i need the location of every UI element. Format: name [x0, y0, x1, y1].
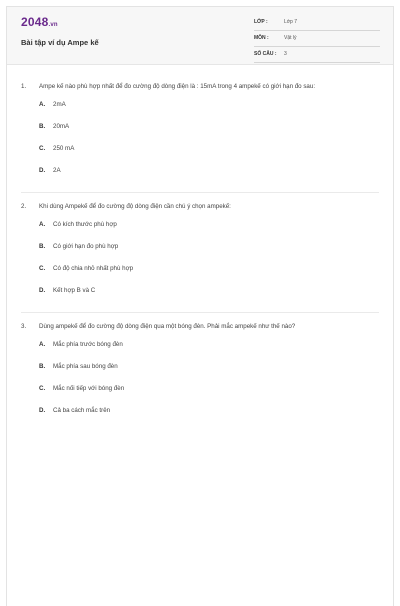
answer-letter: C.	[39, 385, 46, 392]
question-text	[21, 201, 379, 212]
meta-row-subject	[254, 33, 380, 47]
worksheet-header	[7, 7, 393, 65]
meta-row-question-count	[254, 49, 380, 63]
answer-text: 2mA	[53, 101, 66, 108]
answer-option-d[interactable]	[39, 286, 211, 308]
meta-row-class	[254, 17, 380, 31]
answer-letter: B.	[39, 123, 46, 130]
answer-option-d[interactable]	[39, 166, 211, 188]
question-divider	[21, 192, 379, 193]
answer-text: Mắc phía sau bóng đèn	[53, 363, 118, 370]
question-text	[21, 81, 379, 92]
question-prompt: Ampe kế nào phù hợp nhất để đo cường độ dòng điện là : 15mA trong 4 ampekế có giới hạn đo sau:	[39, 83, 316, 90]
answer-option-b[interactable]	[39, 122, 211, 144]
logo-main: 2048	[21, 15, 49, 29]
answer-text: Mắc phía trước bóng đèn	[53, 341, 123, 348]
meta-value-question-count: 3	[284, 51, 287, 57]
answer-letter: C.	[39, 265, 46, 272]
worksheet-page	[6, 6, 394, 606]
answer-letter: B.	[39, 363, 46, 370]
question-text	[21, 321, 379, 332]
worksheet-title: Bài tập ví dụ Ampe kế	[21, 38, 99, 47]
question-3	[21, 321, 379, 428]
answer-options	[21, 220, 379, 308]
meta-label-class: LỚP :	[254, 19, 268, 25]
answer-letter: D.	[39, 407, 46, 414]
answer-option-c[interactable]	[39, 384, 211, 406]
answer-option-b[interactable]	[39, 242, 211, 264]
question-number: 3.	[21, 323, 27, 330]
answer-letter: A.	[39, 341, 46, 348]
answer-text: Mắc nối tiếp với bóng đèn	[53, 385, 125, 392]
answer-letter: A.	[39, 221, 46, 228]
answer-option-a[interactable]	[39, 340, 211, 362]
answer-option-b[interactable]	[39, 362, 211, 384]
answer-text: Có kích thước phù hợp	[53, 221, 117, 228]
question-2	[21, 201, 379, 308]
logo-tld: .vn	[48, 22, 58, 28]
meta-value-class: Lớp 7	[284, 19, 298, 25]
question-1	[21, 81, 379, 188]
answer-option-d[interactable]	[39, 406, 211, 428]
question-divider	[21, 312, 379, 313]
meta-label-question-count: SỐ CÂU :	[254, 51, 277, 57]
answer-letter: A.	[39, 101, 46, 108]
question-number: 2.	[21, 203, 27, 210]
question-prompt: Dùng ampekế để đo cường độ dòng điện qua một bóng đèn. Phải mắc ampekế như thế nào?	[39, 323, 296, 330]
answer-text: 20mA	[53, 123, 70, 130]
answer-letter: B.	[39, 243, 46, 250]
answer-text: Kết hợp B và C	[53, 287, 96, 294]
answer-text: Cả ba cách mắc trên	[53, 407, 111, 414]
answer-text: 250 mA	[53, 145, 75, 152]
worksheet-meta	[254, 17, 380, 65]
answer-text: Có giới hạn đo phù hợp	[53, 243, 119, 250]
answer-option-a[interactable]	[39, 220, 211, 242]
question-list	[7, 81, 393, 432]
answer-options	[21, 340, 379, 428]
answer-letter: D.	[39, 287, 46, 294]
answer-option-a[interactable]	[39, 100, 211, 122]
answer-letter: D.	[39, 167, 46, 174]
meta-value-subject: Vật lý	[284, 35, 297, 41]
meta-label-subject: MÔN :	[254, 35, 269, 41]
question-prompt: Khi dùng Ampekế để đo cường độ dòng điện cần chú ý chọn ampekế:	[39, 203, 231, 210]
site-logo[interactable]	[21, 15, 58, 29]
question-number: 1.	[21, 83, 27, 90]
answer-option-c[interactable]	[39, 264, 211, 286]
answer-option-c[interactable]	[39, 144, 211, 166]
answer-options	[21, 100, 379, 188]
answer-text: Có độ chia nhỏ nhất phù hợp	[53, 265, 134, 272]
answer-letter: C.	[39, 145, 46, 152]
answer-text: 2A	[53, 167, 61, 174]
